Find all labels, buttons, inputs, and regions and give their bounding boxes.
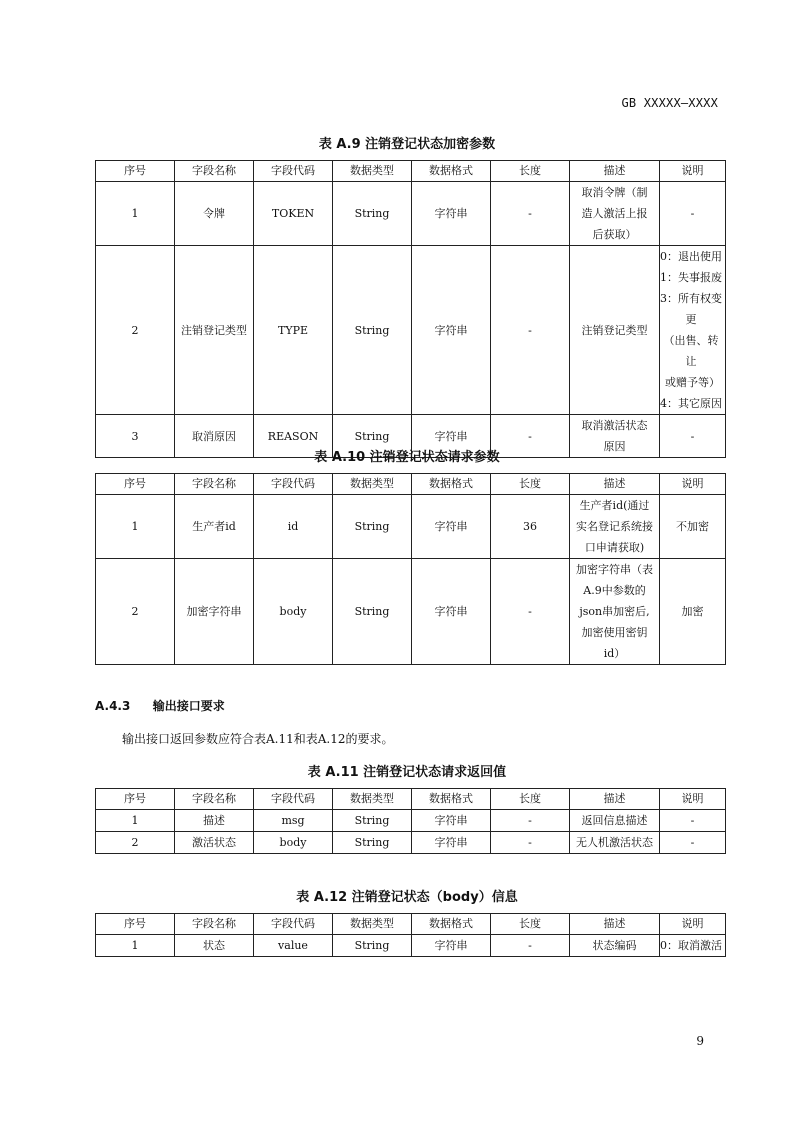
cell-line: 状态编码 [592,939,637,952]
section-heading [95,697,225,714]
cell-line: 不加密 [676,520,709,533]
cell-no: 2 [96,246,175,415]
cell-note [660,832,726,854]
column-header: 字段名称 [175,474,254,495]
cell-code: TYPE [254,246,333,415]
column-header: 数据类型 [333,914,412,935]
column-header: 序号 [96,789,175,810]
column-header: 描述 [570,789,660,810]
table-a9 [95,160,726,458]
cell-length: - [491,415,570,458]
cell-name: 注销登记类型 [175,246,254,415]
cell-type: String [333,810,412,832]
cell-length: - [491,182,570,246]
cell-line: 原因 [603,440,626,453]
cell-line: 无人机激活状态 [576,836,653,849]
cell-desc [570,935,660,957]
cell-code: body [254,832,333,854]
cell-length: - [491,559,570,665]
column-header: 描述 [570,161,660,182]
cell-name: 生产者id [175,495,254,559]
cell-no: 1 [96,810,175,832]
cell-type: String [333,415,412,458]
cell-type: String [333,832,412,854]
section-number: A.4.3 [95,699,131,713]
column-header: 说明 [660,789,726,810]
table-row [96,832,726,854]
cell-code: REASON [254,415,333,458]
cell-format: 字符串 [412,832,491,854]
section-title: 输出接口要求 [152,699,225,713]
cell-line: - [690,814,695,827]
cell-no: 1 [96,495,175,559]
cell-note [660,182,726,246]
table-header-row [96,789,726,810]
cell-format: 字符串 [412,182,491,246]
cell-line: id） [603,647,626,660]
cell-name: 激活状态 [175,832,254,854]
column-header: 序号 [96,914,175,935]
column-header: 数据类型 [333,789,412,810]
cell-note [660,810,726,832]
cell-line: 口申请获取) [584,541,645,554]
cell-type: String [333,246,412,415]
column-header: 字段名称 [175,161,254,182]
cell-type: String [333,559,412,665]
cell-line: 0：退出使用 [660,250,722,263]
column-header: 长度 [491,789,570,810]
column-header: 说明 [660,161,726,182]
cell-name: 取消原因 [175,415,254,458]
cell-format: 字符串 [412,810,491,832]
table-a11-caption: 表 A.11 注销登记状态请求返回值 [307,765,507,780]
cell-note [660,246,726,415]
cell-no: 3 [96,415,175,458]
column-header: 说明 [660,914,726,935]
cell-line: - [690,836,695,849]
cell-line: - [690,207,695,220]
column-header: 描述 [570,914,660,935]
cell-line: 加密使用密钥 [581,626,648,639]
table-header-row [96,161,726,182]
table-a10-caption: 表 A.10 注销登记状态请求参数 [314,450,500,465]
column-header: 字段代码 [254,789,333,810]
cell-note [660,935,726,957]
cell-format: 字符串 [412,559,491,665]
column-header: 说明 [660,474,726,495]
cell-length: - [491,832,570,854]
cell-type: String [333,182,412,246]
section-paragraph: 输出接口返回参数应符合表A.11和表A.12的要求。 [122,732,394,746]
cell-no: 1 [96,935,175,957]
cell-line: 取消激活状态 [581,419,648,432]
cell-desc [570,182,660,246]
cell-line: 生产者id(通过 [579,499,650,512]
cell-format: 字符串 [412,935,491,957]
cell-line: A.9中参数的 [583,584,646,597]
table-a11 [95,788,726,854]
table-a12-caption: 表 A.12 注销登记状态（body）信息 [296,890,518,905]
column-header: 字段代码 [254,474,333,495]
cell-line: 4：其它原因 [660,397,722,410]
cell-line: 取消令牌（制 [581,186,648,199]
cell-desc [570,559,660,665]
cell-code: body [254,559,333,665]
column-header: 长度 [491,474,570,495]
cell-length: - [491,810,570,832]
cell-desc [570,495,660,559]
cell-no: 1 [96,182,175,246]
cell-line: 后获取） [592,228,637,241]
column-header: 序号 [96,161,175,182]
table-header-row [96,914,726,935]
cell-note [660,495,726,559]
table-row [96,495,726,559]
cell-length: - [491,935,570,957]
column-header: 数据类型 [333,474,412,495]
table-row [96,246,726,415]
cell-length: 36 [491,495,570,559]
cell-no: 2 [96,559,175,665]
cell-line: （出售、转让 [663,334,719,368]
table-row [96,559,726,665]
cell-code: id [254,495,333,559]
table-row [96,935,726,957]
cell-line: json串加密后, [579,605,650,618]
cell-line: - [690,429,695,443]
column-header: 长度 [491,914,570,935]
table-a12 [95,913,726,957]
table-row [96,810,726,832]
column-header: 数据格式 [412,789,491,810]
table-row [96,182,726,246]
cell-code: value [254,935,333,957]
cell-length: - [491,246,570,415]
cell-line: 返回信息描述 [581,814,648,827]
cell-line: 加密 [681,605,704,618]
cell-name: 描述 [175,810,254,832]
cell-format: 字符串 [412,415,491,458]
cell-code: msg [254,810,333,832]
page-number: 9 [696,1034,704,1048]
cell-code: TOKEN [254,182,333,246]
table-header-row [96,474,726,495]
cell-line: 3：所有权变更 [660,292,722,326]
column-header: 字段代码 [254,914,333,935]
cell-line: 实名登记系统接 [576,520,653,533]
cell-desc [570,810,660,832]
column-header: 字段代码 [254,161,333,182]
cell-line: 注销登记类型 [581,323,648,337]
column-header: 描述 [570,474,660,495]
cell-line: 1：失事报废 [660,271,722,284]
cell-note [660,559,726,665]
column-header: 序号 [96,474,175,495]
cell-desc [570,246,660,415]
cell-name: 加密字符串 [175,559,254,665]
standard-number: GB XXXXX—XXXX [621,96,718,110]
column-header: 字段名称 [175,789,254,810]
cell-name: 令牌 [175,182,254,246]
cell-line: 造人激活上报 [581,207,648,220]
column-header: 字段名称 [175,914,254,935]
table-a9-caption: 表 A.9 注销登记状态加密参数 [318,137,496,152]
cell-line: 加密字符串（表 [576,563,653,576]
cell-line: 或赠予等） [665,376,720,389]
cell-desc [570,832,660,854]
cell-type: String [333,495,412,559]
cell-line: 0：取消激活 [660,939,722,952]
column-header: 数据格式 [412,161,491,182]
column-header: 数据格式 [412,474,491,495]
table-a10 [95,473,726,665]
cell-name: 状态 [175,935,254,957]
column-header: 长度 [491,161,570,182]
cell-format: 字符串 [412,246,491,415]
column-header: 数据类型 [333,161,412,182]
cell-type: String [333,935,412,957]
column-header: 数据格式 [412,914,491,935]
cell-no: 2 [96,832,175,854]
cell-format: 字符串 [412,495,491,559]
